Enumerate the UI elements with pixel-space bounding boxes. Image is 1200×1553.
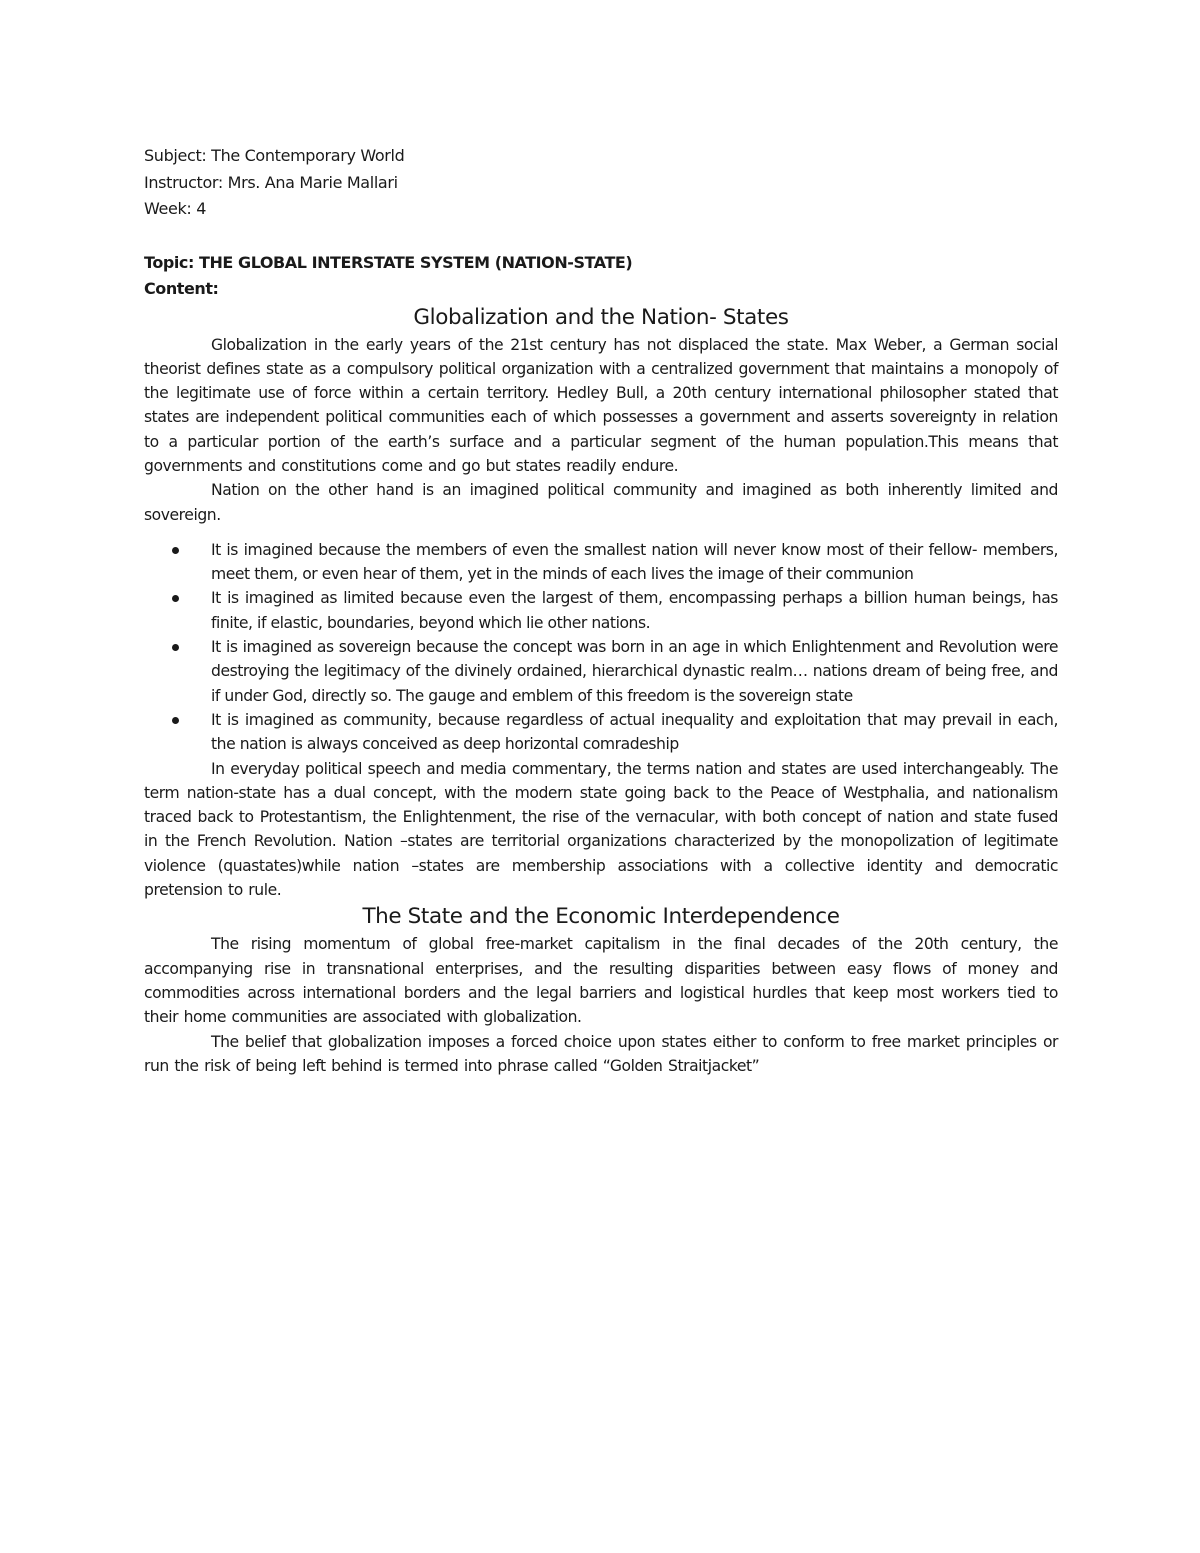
list-item-text: It is imagined because the members of even the smallest nation will never know most of their fellow- members, meet them, or even hear of them, yet in the minds of each lives the image of their communion (211, 540, 1058, 584)
subject-value: The Contemporary World (211, 146, 405, 165)
subject-label: Subject: (144, 146, 207, 165)
week-value: 4 (196, 199, 207, 218)
list-item (211, 635, 1058, 708)
list-item (211, 586, 1058, 635)
week-label: Week: (144, 199, 192, 218)
paragraph-nation-definition: Nation on the other hand is an imagined political community and imagined as both inherently limited and sovereign. (144, 481, 1058, 524)
instructor-label: Instructor: (144, 172, 223, 192)
list-item-text: It is imagined as community, because regardless of actual inequality and exploitation that may prevail in each, the nation is always conceived as deep horizontal comradeship (211, 710, 1058, 754)
topic-label: Topic: (144, 252, 194, 272)
instructor-value: Mrs. Ana Marie Mallari (227, 172, 398, 192)
bullet-icon (172, 547, 179, 554)
paragraph-golden-straitjacket: The belief that globalization imposes a forced choice upon states either to conform to free market principles or run the risk of being left behind is termed into phrase called “Golden Straitjacket” (144, 1032, 1058, 1075)
topic-value: THE GLOBAL INTERSTATE SYSTEM (NATION-STATE) (199, 252, 633, 272)
imagined-community-list (144, 538, 1058, 757)
bullet-icon (172, 717, 179, 724)
list-item-text: It is imagined as limited because even the largest of them, encompassing perhaps a billion human beings, has finite, if elastic, boundaries, beyond which lie other nations. (211, 589, 1058, 632)
list-item-text: It is imagined as sovereign because the concept was born in an age in which Enlightenment and Revolution were destroying the legitimacy of the divinely ordained, hierarchical dynastic realm… nations dream of being free, and if under God, directly so. The gauge and emblem of this freedom is the sovereign state (211, 638, 1058, 705)
section-heading-economic-interdependence: The State and the Economic Interdependence (362, 904, 840, 930)
topic-block (144, 250, 1058, 303)
document-page (144, 143, 1058, 1078)
week-line (144, 196, 1058, 223)
instructor-line (144, 170, 1058, 197)
bullet-icon (172, 595, 179, 602)
paragraph-free-market: The rising momentum of global free-market capitalism in the final decades of the 20th century, the accompanying rise in transnational enterprises, and the resulting disparities between easy flows of money and commodities across international borders and the legal barriers and logistical hurdles that keep most workers tied to their home communities are associated with globalization. (144, 935, 1058, 1027)
list-item (211, 708, 1058, 757)
list-item (211, 538, 1058, 587)
topic-line (144, 250, 1058, 277)
bullet-icon (172, 644, 179, 651)
paragraph-nation-state: In everyday political speech and media commentary, the terms nation and states are used interchangeably. The term nation-state has a dual concept, with the modern state going back to the Peace of Westphalia, and nationalism traced back to Protestantism, the Enlightenment, the rise of the vernacular, with both concept of nation and state fused in the French Revolution. Nation –states are territorial organizations characterized by the monopolization of legitimate violence (quastates)while nation –states are membership associations with a collective identity and democratic pretension to rule. (144, 759, 1058, 900)
subject-line (144, 143, 1058, 170)
paragraph-state-definition: Globalization in the early years of the 21st century has not displaced the state. Max Weber, a German social theorist defines state as a compulsory political organization with a centralized government that maintains a monopoly of the legitimate use of force within a certain territory. Hedley Bull, a 20th century international philosopher stated that states are independent political communities each of which possesses a government and asserts sovereignty in relation to a particular portion of the earth’s surface and a particular segment of the human population.This means that governments and constitutions come and go but states readily endure. (144, 335, 1058, 475)
content-label: Content: (144, 279, 219, 298)
section-heading-globalization: Globalization and the Nation- States (413, 304, 789, 330)
